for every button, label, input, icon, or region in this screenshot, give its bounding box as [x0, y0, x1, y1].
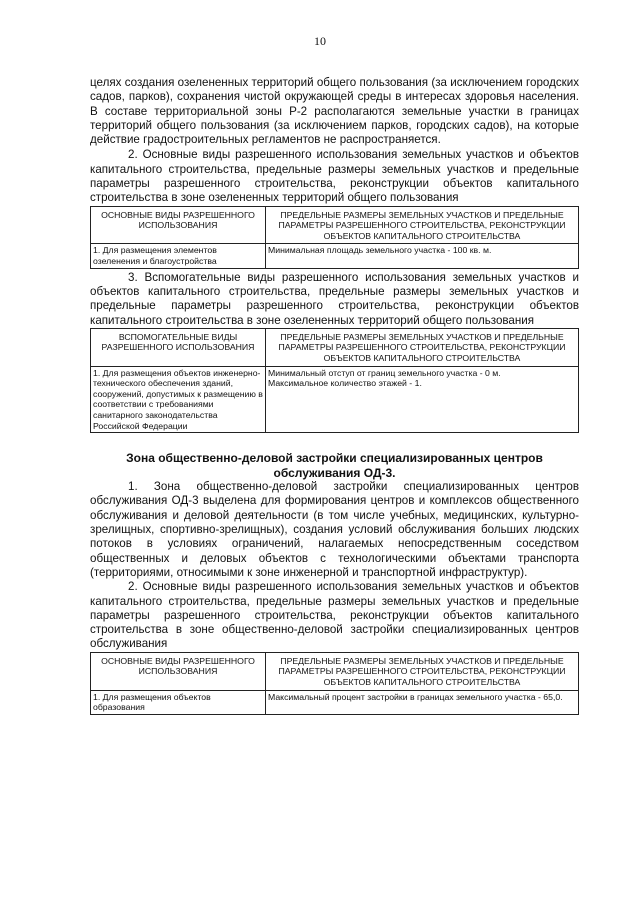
- table-cell: 1. Для размещения элементов озеленения и благоустройства: [91, 244, 266, 268]
- table-header-cell: ВСПОМОГАТЕЛЬНЫЕ ВИДЫ РАЗРЕШЕННОГО ИСПОЛЬЗОВАНИЯ: [91, 328, 266, 366]
- table-aux-uses-r2: [90, 328, 579, 433]
- table-cell: Минимальная площадь земельного участка - 100 кв. м.: [266, 244, 579, 268]
- table-header-cell: ПРЕДЕЛЬНЫЕ РАЗМЕРЫ ЗЕМЕЛЬНЫХ УЧАСТКОВ И ПРЕДЕЛЬНЫЕ ПАРАМЕТРЫ РАЗРЕШЕННОГО СТРОИТЕЛЬСТВА, РЕКОНСТРУКЦИИ ОБЪЕКТОВ КАПИТАЛЬНОГО СТРОИТЕЛЬСТВА: [266, 206, 579, 244]
- page-content: [90, 76, 579, 715]
- table-cell: Максимальный процент застройки в границах земельного участка - 65,0.: [266, 690, 579, 714]
- table-row: [91, 690, 579, 714]
- table-cell-line: Минимальный отступ от границ земельного участка - 0 м.: [268, 367, 501, 378]
- paragraph-od3-intro: 1. Зона общественно-деловой застройки специализированных центров обслуживания ОД-3 выделена для формирования центров и комплексов общественного обслуживания и деловой деятельности (в том числе учебных, медицинских, культурно-зрелищных, спортивно-зрелищных), создания условий обслуживания больших людских потоков в условиях ограничений, налагаемых непосредственным соседством общественных и деловых объектов с технологическими объектами транспорта (территориями, относимыми к зоне инженерной и транспортной инфраструктур).: [90, 480, 579, 579]
- table-cell: [266, 366, 579, 433]
- page-number: 10: [314, 34, 326, 48]
- section-title: Зона общественно-деловой застройки специализированных центров обслуживания ОД-3.: [126, 451, 543, 480]
- table-header-cell: ОСНОВНЫЕ ВИДЫ РАЗРЕШЕННОГО ИСПОЛЬЗОВАНИЯ: [91, 652, 266, 690]
- table-header-cell: ОСНОВНЫЕ ВИДЫ РАЗРЕШЕННОГО ИСПОЛЬЗОВАНИЯ: [91, 206, 266, 244]
- table-cell-line: Максимальное количество этажей - 1.: [268, 378, 422, 389]
- table-cell: 1. Для размещения объектов инженерно-технического обеспечения зданий, сооружений, допустимых к размещению в соответствии с требованиями санитарного законодательства Российской Федерации: [91, 366, 266, 433]
- table-header-row: [91, 206, 579, 244]
- paragraph-od3-main-uses: 2. Основные виды разрешенного использования земельных участков и объектов капитального строительства, предельные размеры земельных участков и предельные параметры разрешенного строительства, реконструкции объектов капитального строительства в зоне общественно-деловой застройки специализированных центров обслуживания: [90, 580, 579, 651]
- table-header-cell: ПРЕДЕЛЬНЫЕ РАЗМЕРЫ ЗЕМЕЛЬНЫХ УЧАСТКОВ И ПРЕДЕЛЬНЫЕ ПАРАМЕТРЫ РАЗРЕШЕННОГО СТРОИТЕЛЬСТВА, РЕКОНСТРУКЦИИ ОБЪЕКТОВ КАПИТАЛЬНОГО СТРОИТЕЛЬСТВА: [266, 652, 579, 690]
- table-row: [91, 366, 579, 433]
- paragraph-main-uses-r2: 2. Основные виды разрешенного использования земельных участков и объектов капитального строительства, предельные размеры земельных участков и предельные параметры разрешенного строительства, реконструкции объектов капитального строительства в зоне озелененных территорий общего пользования: [90, 148, 579, 205]
- table-main-uses-od3: [90, 652, 579, 715]
- table-row: [91, 244, 579, 268]
- table-header-row: [91, 328, 579, 366]
- table-header-cell: ПРЕДЕЛЬНЫЕ РАЗМЕРЫ ЗЕМЕЛЬНЫХ УЧАСТКОВ И ПРЕДЕЛЬНЫЕ ПАРАМЕТРЫ РАЗРЕШЕННОГО СТРОИТЕЛЬСТВА, РЕКОНСТРУКЦИИ ОБЪЕКТОВ КАПИТАЛЬНОГО СТРОИТЕЛЬСТВА: [266, 328, 579, 366]
- paragraph-continuation: целях создания озелененных территорий общего пользования (за исключением городских садов, парков), сохранения чистой окружающей среды в интересах здоровья населения. В составе территориальной зоны Р-2 располагаются земельные участки в границах территорий общего пользования (за исключением парков, городских садов), на которые действие градостроительных регламентов не распространяется.: [90, 76, 579, 147]
- table-main-uses-r2: [90, 206, 579, 269]
- paragraph-aux-uses-r2: 3. Вспомогательные виды разрешенного использования земельных участков и объектов капитального строительства, предельные размеры земельных участков и предельные параметры разрешенного строительства, реконструкции объектов капитального строительства в зоне озелененных территорий общего пользования: [90, 270, 579, 327]
- table-header-row: [91, 652, 579, 690]
- table-cell: 1. Для размещения объектов образования: [91, 690, 266, 714]
